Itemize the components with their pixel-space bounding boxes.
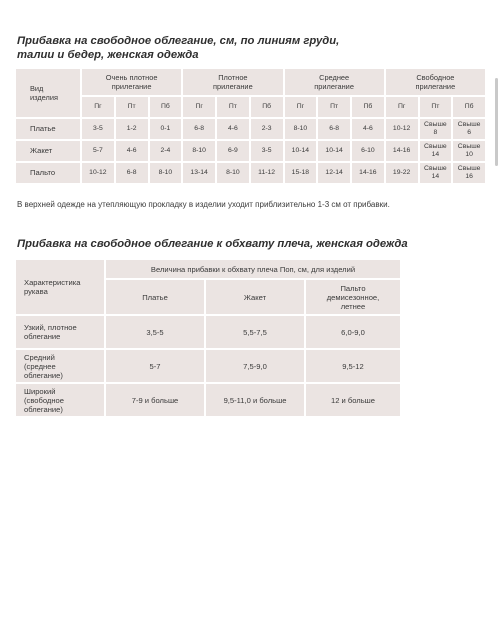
cell-text-line: облегание (24, 332, 61, 341)
cell-text-line: 10-12 (392, 125, 411, 132)
cell-text-line: 10-12 (89, 169, 107, 176)
table1-group-header: Плотное прилегание (183, 69, 282, 95)
section2-title: Прибавка на свободное облегание к обхвату плеча, женская одежда (17, 238, 408, 250)
table1-cell (318, 163, 350, 183)
cell-text-line: 3-5 (261, 147, 272, 154)
table1-measure-header: Пт (318, 97, 350, 117)
cell-text-line: Свыше (457, 165, 481, 172)
cell-text-line: 10 (465, 151, 473, 158)
table2-cell: 7-9 и больше (106, 384, 204, 416)
cell-text-line: облегание) (24, 404, 63, 414)
table2-corner-header: Характеристика рукава (16, 260, 104, 314)
cell-text-line: 11-12 (258, 169, 276, 176)
table1-cell (386, 163, 418, 183)
table1-cell (251, 119, 283, 139)
cell-text-line: 13-14 (190, 169, 208, 176)
cell-text-line: 6-8 (126, 169, 137, 176)
table2-body (16, 316, 400, 416)
table1-cell (183, 119, 215, 139)
cell-text-line: 19-22 (392, 169, 411, 176)
table-row (16, 163, 485, 183)
table2-cell: 9,5-11,0 и больше (206, 384, 304, 416)
cell-text-line: 14 (431, 151, 440, 158)
section1-title (17, 34, 357, 62)
table1-cell (150, 141, 182, 161)
table1-measure-header: Пг (82, 97, 114, 117)
table1-cell (116, 119, 148, 139)
table1-cell (285, 141, 317, 161)
cell-text-line: 10-14 (325, 147, 343, 154)
table2-cell: 5,5-7,5 (206, 316, 304, 348)
table2-cell: 7,5-9,0 (206, 350, 304, 382)
table1-corner-header: Вид изделия (16, 69, 80, 117)
table1-cell (82, 163, 114, 183)
cell-text-line: Свыше (424, 165, 447, 172)
table1-cell (217, 141, 249, 161)
cell-text-line: 8 (433, 129, 438, 136)
table1-measure-header: Пт (420, 97, 452, 117)
table2-column-header (306, 280, 400, 314)
table1-measure-header: Пг (183, 97, 215, 117)
table2-cell: 12 и больше (306, 384, 400, 416)
table1-cell (318, 141, 350, 161)
table-row (16, 141, 485, 161)
table1-group-header: Среднее прилегание (285, 69, 384, 95)
table2-column-header (206, 280, 304, 314)
table1-cell (251, 141, 283, 161)
table-row (16, 350, 400, 382)
table2-column-header (106, 280, 204, 314)
cell-text-line: 6-10 (361, 147, 375, 154)
table1-cell (453, 163, 485, 183)
cell-text-line: демисезонное, (326, 292, 380, 302)
table1-row-name: Платье (16, 119, 80, 139)
table1-cell (217, 119, 249, 139)
section1-note: В верхней одежде на утепляющую прокладку в изделии уходит приблизительно 1-3 см от прибавки. (17, 200, 390, 209)
table2-row-name (16, 350, 104, 382)
table1-cell (82, 119, 114, 139)
table2-group-header-row (16, 260, 400, 278)
cell-text-line: 8-10 (192, 147, 206, 154)
table2-cell: 3,5-5 (106, 316, 204, 348)
cell-text-line: облегание) (24, 370, 63, 380)
table1-cell (183, 141, 215, 161)
cell-text-line: 14-16 (359, 169, 377, 176)
cell-text-line: Свыше (457, 143, 481, 150)
cell-text-line: 4-6 (126, 147, 137, 154)
table1-cell (386, 119, 418, 139)
table1-cell (453, 119, 485, 139)
cell-text-line: Жакет (243, 292, 267, 302)
table1-group-header: Очень плотное прилегание (82, 69, 181, 95)
table1-measure-header: Пб (150, 97, 182, 117)
table1-cell (352, 163, 384, 183)
cell-text-line: 6 (467, 129, 472, 136)
table1-cell (183, 163, 215, 183)
cell-text-line: (среднее (24, 361, 56, 371)
table1-cell (420, 141, 452, 161)
cell-text-line: 4-6 (227, 125, 238, 132)
cell-text-line: (свободное (24, 395, 64, 405)
table1-measure-header: Пб (352, 97, 384, 117)
cell-text-line: 3-5 (92, 125, 103, 132)
table1-group-header: Свободное прилегание (386, 69, 485, 95)
table1-cell (116, 141, 148, 161)
cell-text-line: 15-18 (291, 169, 310, 176)
cell-text-line: Платье (142, 292, 168, 302)
cell-text-line: 6-8 (329, 125, 340, 132)
cell-text-line: Пальто (340, 283, 366, 293)
table1-measure-header: Пт (217, 97, 249, 117)
table1-measure-header: Пг (285, 97, 317, 117)
cell-text-line: 0-1 (160, 125, 171, 132)
table1-cell (150, 163, 182, 183)
cell-text-line: 2-3 (261, 125, 272, 132)
cell-text-line: 14-16 (392, 147, 411, 154)
table2-row-name (16, 384, 104, 416)
cell-text-line: 14 (431, 173, 440, 180)
section1-title-line1: Прибавка на свободное облегание, см, по линиям груди, (17, 35, 340, 47)
cell-text-line: Свыше (424, 121, 447, 128)
table1-measure-header-row (16, 97, 485, 117)
table1-cell (453, 141, 485, 161)
table1-body (16, 119, 485, 183)
table1-cell (420, 119, 452, 139)
table-row (16, 119, 485, 139)
table2-cell: 6,0-9,0 (306, 316, 400, 348)
table1-measure-header: Пт (116, 97, 148, 117)
cell-text-line: 5-7 (92, 147, 103, 154)
table1-cell (251, 163, 283, 183)
cell-text-line: Свыше (424, 143, 447, 150)
cell-text-line: 4-6 (362, 125, 373, 132)
scrollbar[interactable] (495, 78, 498, 166)
table1-row-name: Пальто (16, 163, 80, 183)
cell-text-line: 10-14 (291, 147, 310, 154)
cell-text-line: Широкий (24, 386, 56, 396)
table1-cell (352, 141, 384, 161)
table1-cell (318, 119, 350, 139)
table2-cell: 9,5-12 (306, 350, 400, 382)
table1-cell (285, 119, 317, 139)
table2-cell: 5-7 (106, 350, 204, 382)
cell-text-line: 8-10 (226, 169, 240, 176)
ease-upper-arm-table (14, 258, 402, 418)
table2-group-header: Величина прибавки к обхвату плеча Поп, см, для изделий (106, 260, 400, 278)
table1-cell (420, 163, 452, 183)
table-row (16, 316, 400, 348)
table1-measure-header: Пб (251, 97, 283, 117)
cell-text-line: Средний (24, 352, 55, 362)
cell-text-line: Свыше (457, 121, 481, 128)
table1-cell (352, 119, 384, 139)
table1-cell (217, 163, 249, 183)
cell-text-line: 1-2 (126, 125, 137, 132)
table2-row-name (16, 316, 104, 348)
table1-cell (82, 141, 114, 161)
cell-text-line: 2-4 (160, 147, 171, 154)
table1-cell (285, 163, 317, 183)
cell-text-line: 8-10 (158, 169, 173, 176)
table1-measure-header: Пб (453, 97, 485, 117)
table1-row-name: Жакет (16, 141, 80, 161)
cell-text-line: 16 (465, 173, 473, 180)
table1-group-header-row (16, 69, 485, 95)
cell-text-line: летнее (340, 301, 366, 311)
cell-text-line: 6-9 (227, 147, 238, 154)
table1-measure-header: Пг (386, 97, 418, 117)
table1-cell (386, 141, 418, 161)
cell-text-line: Узкий, плотное (24, 323, 77, 332)
table1-cell (116, 163, 148, 183)
table1-cell (150, 119, 182, 139)
cell-text-line: 12-14 (325, 169, 343, 176)
section1-title-line2: талии и бедер, женская одежда (17, 49, 199, 61)
cell-text-line: 8-10 (293, 125, 308, 132)
ease-bust-waist-hip-table (14, 67, 487, 185)
table-row (16, 384, 400, 416)
cell-text-line: 6-8 (194, 125, 205, 132)
